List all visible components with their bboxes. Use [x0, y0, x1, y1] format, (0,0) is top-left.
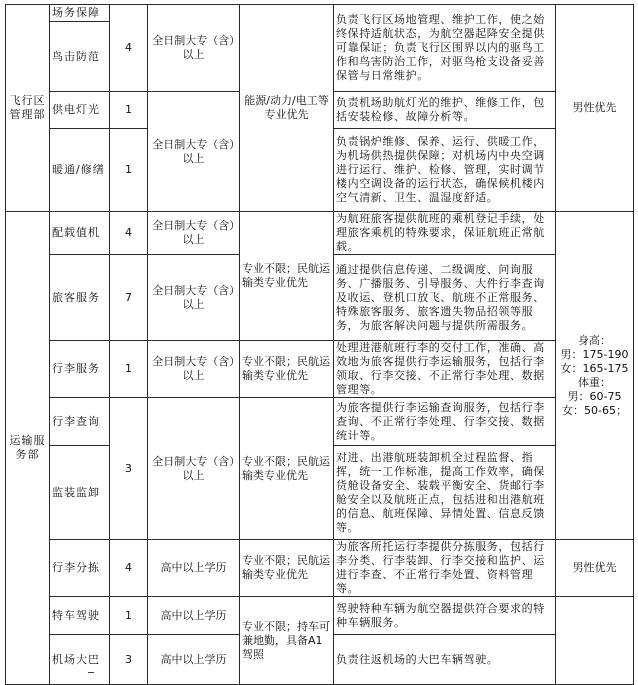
table-row	[6, 398, 634, 446]
department-cell: 运输服务部	[6, 212, 50, 685]
post-cell: 供电灯光	[50, 92, 110, 129]
education-cell: 全日制大专（含）以上	[148, 398, 240, 540]
post-cell: 监装监卸	[50, 446, 110, 540]
duty-cell: 负责锅炉维修、保养、运行、供暖工作，为机场供热提供保障；对机场内中央空调进行运行、维护、检修、管理，实时调节楼内空调设备的运行状态，确保候机楼内空气清新、卫生、温湿度舒适。	[334, 129, 556, 212]
major-cell: 专业不限；民航运输类专业优先	[240, 212, 334, 341]
body-requirement-line: 体重：	[578, 375, 611, 389]
major-cell: 专业不限；民航运输类专业优先	[240, 398, 334, 540]
body-requirement-line: 男：175-190	[560, 347, 629, 361]
education-cell: 全日制大专（含）以上	[148, 5, 240, 92]
duty-cell: 为旅客所托运行李提供分拣服务，包括行李分类、行李装卸、行李交接和监护、运进行李查、不正常行李处置、资料管理等。	[334, 540, 556, 597]
education-cell: 高中以上学历	[148, 597, 240, 635]
department-cell: 飞行区管理部	[6, 5, 50, 212]
post-cell: 机场大巴	[50, 635, 110, 685]
body-requirement-line: 女：165-175	[560, 361, 629, 375]
major-cell: 专业不限；持车可兼地勤，具备A1驾照	[240, 597, 334, 685]
education-cell: 全日制大专（含）以上	[148, 341, 240, 398]
major-cell: 能源/动力/电工等专业优先	[240, 5, 334, 212]
table-row	[6, 341, 634, 398]
post-cell: 场务保障	[50, 5, 110, 22]
table-row	[6, 597, 634, 635]
post-cell: 行李服务	[50, 341, 110, 398]
duty-cell: 驾驶特种车辆为航空器提供符合要求的特种车辆服务。	[334, 597, 556, 635]
duty-cell: 通过提供信息传递、二级调度、问询服务、广播服务、引导服务、大件行李查询及收运、登机口放飞、航班不正常服务、特殊旅客服务、旅客遗失物品招领等服务，为旅客解决问题与提供所需服务。	[334, 255, 556, 341]
major-cell: 专业不限；民航运输类专业优先	[240, 540, 334, 597]
education-cell: 高中以上学历	[148, 540, 240, 597]
post-cell: 行李查询	[50, 398, 110, 446]
count-cell: 3	[110, 398, 148, 540]
duty-cell: 对进、出港航班装卸机全过程监督、指挥，统一工作标准，提高工作效率，确保货舱设备安全、装载平衡安全、货邮行李舱安全以及航班正点，包括进和出港航班的信息、航班保障、异情处置、信息反馈等。	[334, 446, 556, 540]
post-cell: 行李分拣	[50, 540, 110, 597]
duty-cell: 为旅客提供行李运输查询服务，包括行李查询、不正常行李处理、行李交接、数据统计等。	[334, 398, 556, 446]
duty-cell: 负责机场助航灯光的维护、维修工作，包括安装检修、故障分析等。	[334, 92, 556, 129]
scan-mark	[88, 672, 94, 673]
post-cell: 暖通/修缮	[50, 129, 110, 212]
body-requirements-cell	[556, 212, 634, 540]
duty-cell: 处理进港航班行李的交付工作，准确、高效地为旅客提供行李运输服务，包括行李领取、行李交接、不正常行李处理、数据管理等。	[334, 341, 556, 398]
count-cell: 7	[110, 255, 148, 341]
count-cell: 1	[110, 92, 148, 129]
count-cell: 1	[110, 341, 148, 398]
other-requirement-cell: 男性优先	[556, 5, 634, 212]
table-row	[6, 5, 634, 22]
count-cell: 4	[110, 5, 148, 92]
education-cell: 全日制大专（含）以上	[148, 212, 240, 255]
duty-cell: 负责往返机场的大巴车辆驾驶。	[334, 635, 556, 685]
recruitment-table	[5, 4, 634, 685]
body-requirement-line: 身高：	[578, 333, 611, 347]
count-cell: 3	[110, 635, 148, 685]
table-row	[6, 212, 634, 255]
body-requirement-line: 女：50-65；	[562, 403, 627, 417]
post-cell: 配载值机	[50, 212, 110, 255]
duty-cell: 为航班旅客提供航班的乘机登记手续，处理旅客乘机的特殊要求，保证航班正常航载。	[334, 212, 556, 255]
education-cell: 全日制大专（含）以上	[148, 92, 240, 212]
count-cell: 4	[110, 540, 148, 597]
body-requirement-line: 男：60-75	[567, 389, 622, 403]
count-cell: 1	[110, 597, 148, 635]
table-row	[6, 540, 634, 597]
count-cell: 4	[110, 212, 148, 255]
other-requirement-cell: 男性优先	[556, 540, 634, 597]
post-cell: 旅客服务	[50, 255, 110, 341]
duty-cell: 负责飞行区场地管理、维护工作，使之始终保持适航状态，为航空器起降安全提供可靠保证；负责飞行区围界以内的驱鸟工作和鸟害防治工作，对驱鸟枪支设备妥善保管与日常维护。	[334, 5, 556, 92]
education-cell: 高中以上学历	[148, 635, 240, 685]
education-cell: 全日制大专（含）以上	[148, 255, 240, 341]
major-cell: 专业不限；民航运输类专业优先	[240, 341, 334, 398]
other-requirement-cell	[556, 597, 634, 685]
post-cell: 鸟击防范	[50, 22, 110, 92]
count-cell: 1	[110, 129, 148, 212]
post-cell: 特车驾驶	[50, 597, 110, 635]
